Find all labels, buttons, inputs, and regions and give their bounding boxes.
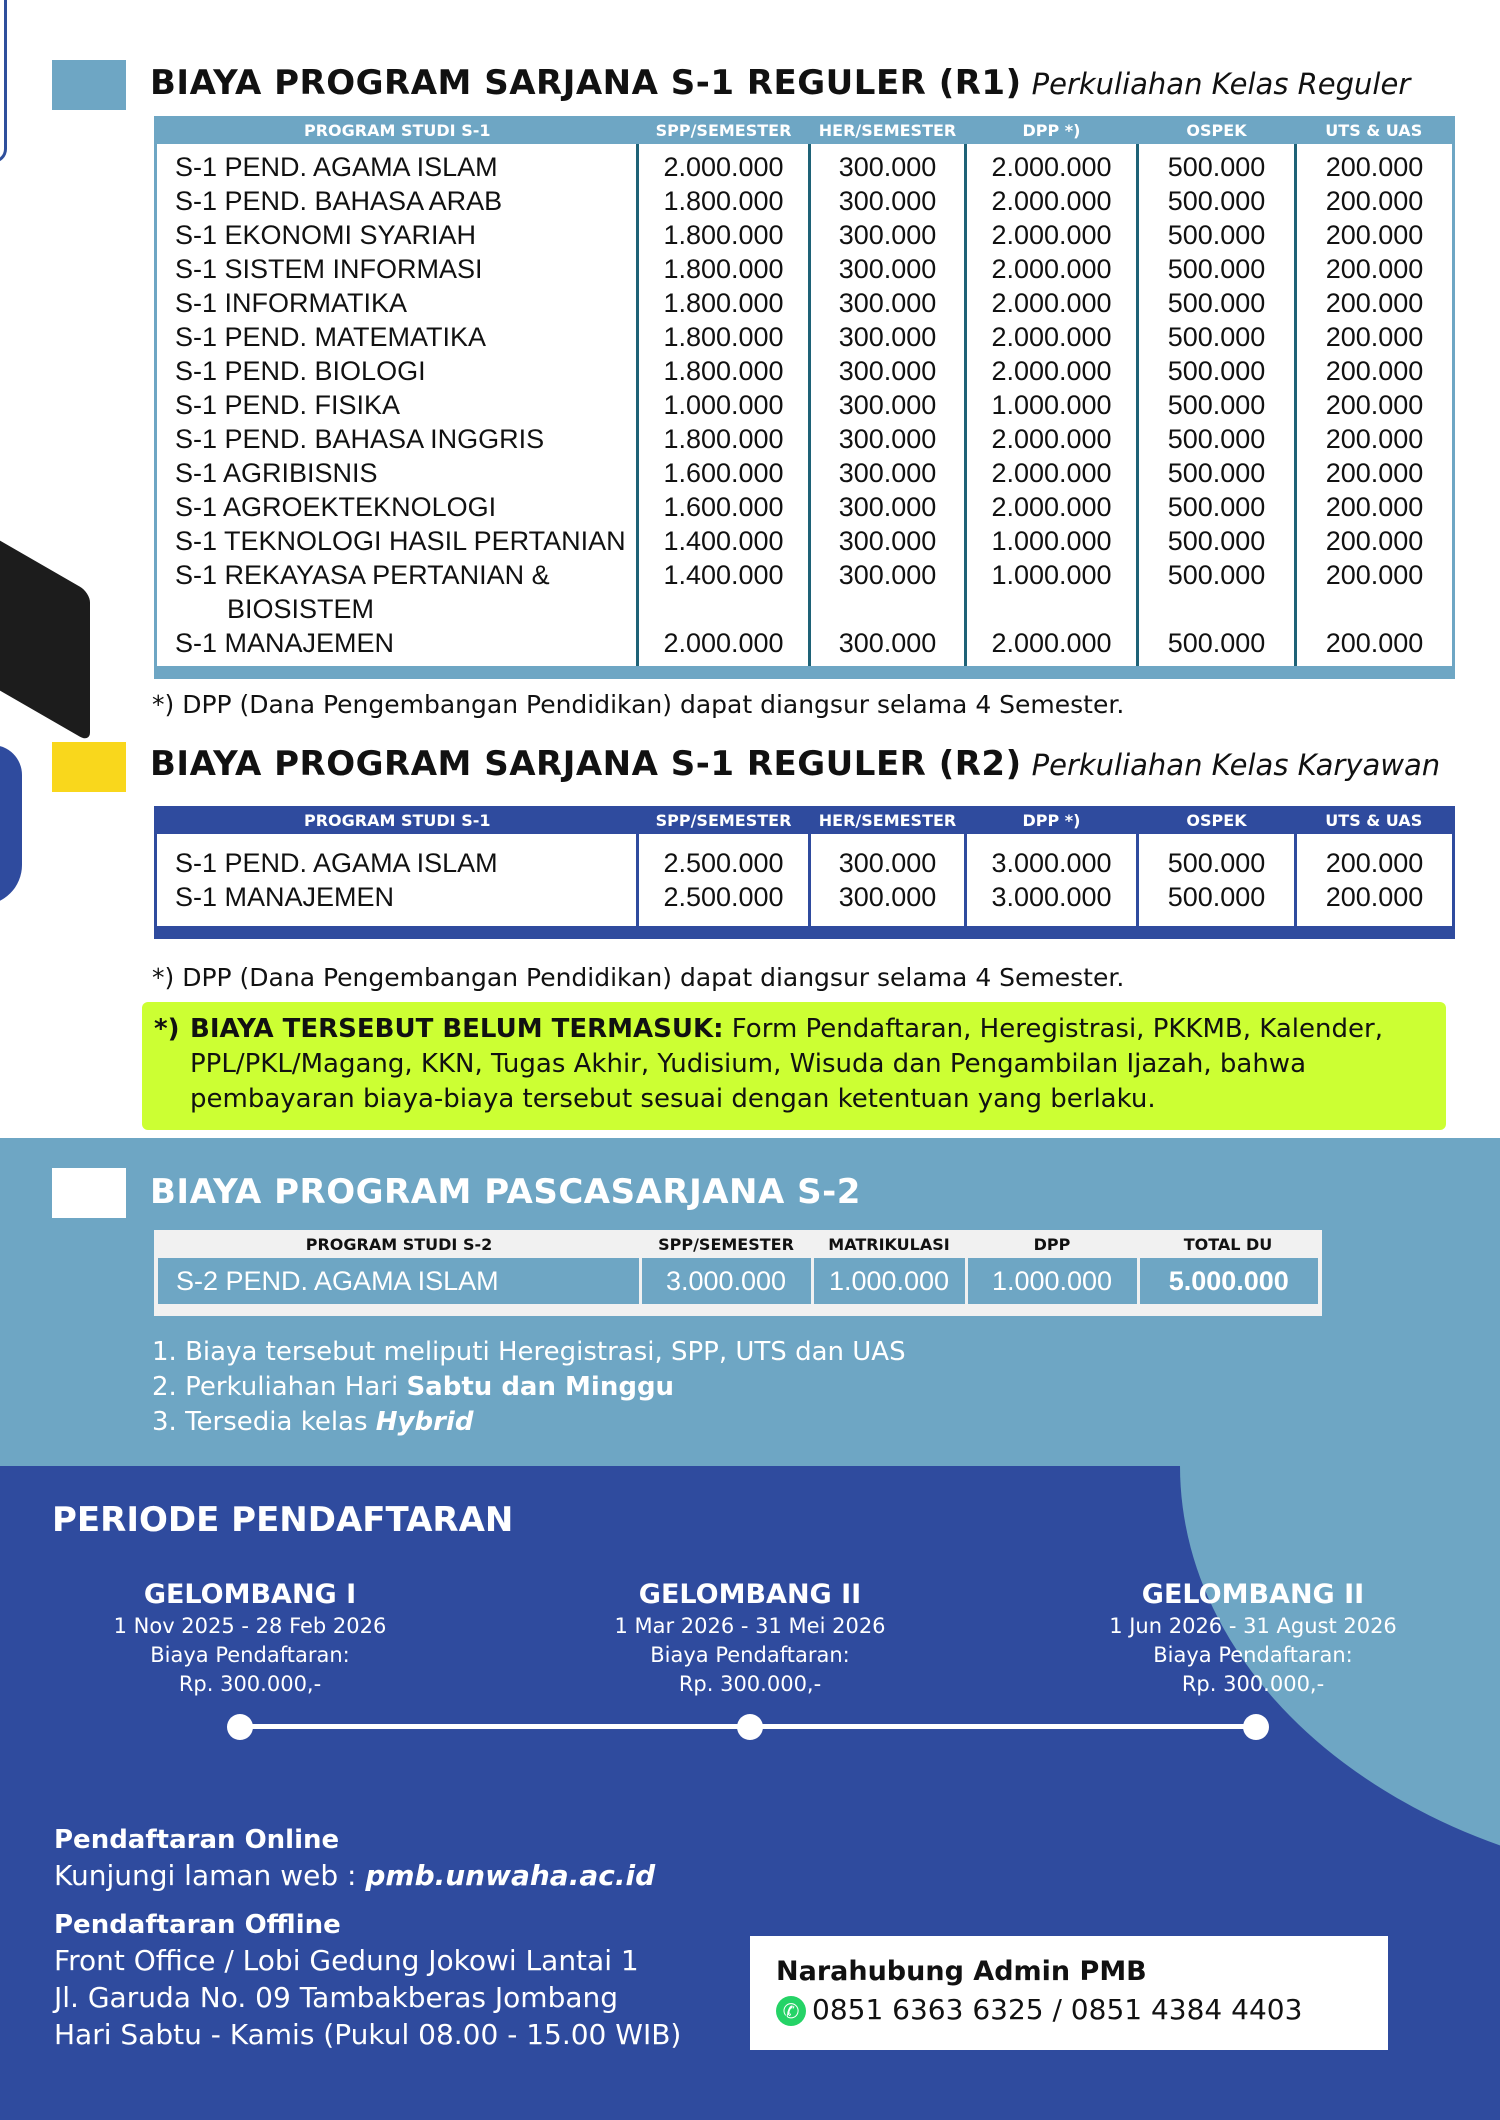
timeline-dot-2 bbox=[737, 1714, 763, 1740]
r2-title: BIAYA PROGRAM SARJANA S-1 REGULER (R2) bbox=[150, 744, 1022, 784]
online-title: Pendaftaran Online bbox=[54, 1825, 340, 1855]
spp-value: 1.800.000 bbox=[638, 184, 810, 218]
s2-note-2-text: 2. Perkuliahan Hari bbox=[152, 1372, 407, 1402]
her-value: 300.000 bbox=[810, 252, 966, 286]
spp-value: 1.800.000 bbox=[638, 354, 810, 388]
table-row bbox=[156, 834, 1454, 880]
her-value: 300.000 bbox=[810, 834, 966, 880]
col-header-uts-uas: UTS & UAS bbox=[1296, 806, 1454, 834]
matrikulasi-value: 1.000.000 bbox=[812, 1258, 966, 1304]
s2-note-2-days: Sabtu dan Minggu bbox=[406, 1372, 675, 1402]
her-value: 300.000 bbox=[810, 490, 966, 524]
program-name bbox=[156, 558, 638, 626]
ospek-value: 500.000 bbox=[1138, 524, 1296, 558]
spp-value: 2.000.000 bbox=[638, 626, 810, 666]
offline-line-2: Jl. Garuda No. 09 Tambakberas Jombang bbox=[54, 1981, 619, 2014]
wave-dates: 1 Nov 2025 - 28 Feb 2026 bbox=[113, 1614, 387, 1638]
uts-uas-value: 200.000 bbox=[1296, 388, 1454, 422]
col-header-program: PROGRAM STUDI S-1 bbox=[156, 116, 638, 144]
table-row bbox=[156, 1258, 1320, 1304]
fee-exclusion-notice bbox=[142, 1002, 1446, 1130]
offline-title: Pendaftaran Offline bbox=[54, 1910, 341, 1940]
ospek-value: 500.000 bbox=[1138, 422, 1296, 456]
ospek-value: 500.000 bbox=[1138, 252, 1296, 286]
uts-uas-value: 200.000 bbox=[1296, 834, 1454, 880]
dpp-value: 2.000.000 bbox=[966, 456, 1138, 490]
uts-uas-value: 200.000 bbox=[1296, 456, 1454, 490]
uts-uas-value: 200.000 bbox=[1296, 354, 1454, 388]
spp-value: 1.400.000 bbox=[638, 558, 810, 626]
whatsapp-icon: ✆ bbox=[776, 1996, 806, 2026]
r1-color-marker bbox=[52, 60, 126, 110]
col-header-spp: SPP/SEMESTER bbox=[638, 116, 810, 144]
ospek-value: 500.000 bbox=[1138, 144, 1296, 184]
dpp-value: 2.000.000 bbox=[966, 286, 1138, 320]
uts-uas-value: 200.000 bbox=[1296, 524, 1454, 558]
table-row bbox=[156, 524, 1454, 558]
table-row bbox=[156, 218, 1454, 252]
table-row bbox=[156, 490, 1454, 524]
col-header-her: HER/SEMESTER bbox=[810, 116, 966, 144]
table-row bbox=[156, 320, 1454, 354]
s2-note-3-text: 3. Tersedia kelas bbox=[152, 1407, 376, 1437]
ospek-value: 500.000 bbox=[1138, 286, 1296, 320]
uts-uas-value: 200.000 bbox=[1296, 286, 1454, 320]
wave-fee-label: Biaya Pendaftaran: bbox=[150, 1643, 350, 1667]
uts-uas-value: 200.000 bbox=[1296, 252, 1454, 286]
ospek-value: 500.000 bbox=[1138, 184, 1296, 218]
r1-heading bbox=[150, 63, 1410, 103]
s2-table-body bbox=[156, 1258, 1320, 1314]
uts-uas-value: 200.000 bbox=[1296, 144, 1454, 184]
r2-table-body bbox=[156, 834, 1454, 938]
dpp-value: 2.000.000 bbox=[966, 184, 1138, 218]
wave-name: GELOMBANG II bbox=[1141, 1579, 1365, 1610]
col-header-ospek: OSPEK bbox=[1138, 806, 1296, 834]
dpp-value: 2.000.000 bbox=[966, 354, 1138, 388]
program-name-line2: BIOSISTEM bbox=[227, 594, 375, 624]
table-row bbox=[156, 880, 1454, 926]
r2-dpp-note: *) DPP (Dana Pengembangan Pendidikan) dapat diangsur selama 4 Semester. bbox=[152, 963, 1125, 992]
wave-fee-label: Biaya Pendaftaran: bbox=[1153, 1643, 1353, 1667]
col-header-matrikulasi: MATRIKULASI bbox=[812, 1230, 966, 1258]
s2-fee-table bbox=[154, 1230, 1322, 1316]
dpp-value: 3.000.000 bbox=[966, 880, 1138, 926]
spp-value: 1.800.000 bbox=[638, 286, 810, 320]
ospek-value: 500.000 bbox=[1138, 354, 1296, 388]
online-registration bbox=[54, 1823, 655, 1894]
program-name: S-1 PEND. AGAMA ISLAM bbox=[175, 848, 498, 878]
table-footer-bar bbox=[156, 666, 1454, 678]
her-value: 300.000 bbox=[810, 456, 966, 490]
col-header-uts-uas: UTS & UAS bbox=[1296, 116, 1454, 144]
table-row bbox=[156, 422, 1454, 456]
spp-value: 1.600.000 bbox=[638, 490, 810, 524]
r1-fee-table bbox=[154, 116, 1455, 679]
col-header-total-du: TOTAL DU bbox=[1138, 1230, 1320, 1258]
laptop-image-fragment bbox=[0, 517, 90, 742]
spp-value: 1.800.000 bbox=[638, 252, 810, 286]
col-header-program: PROGRAM STUDI S-1 bbox=[156, 806, 638, 834]
s2-notes-list bbox=[152, 1335, 906, 1440]
program-name: S-1 TEKNOLOGI HASIL PERTANIAN bbox=[175, 526, 626, 556]
r1-dpp-note: *) DPP (Dana Pengembangan Pendidikan) dapat diangsur selama 4 Semester. bbox=[152, 690, 1125, 719]
r2-subtitle: Perkuliahan Kelas Karyawan bbox=[1031, 748, 1441, 782]
her-value: 300.000 bbox=[810, 144, 966, 184]
uts-uas-value: 200.000 bbox=[1296, 218, 1454, 252]
program-name: S-1 MANAJEMEN bbox=[175, 628, 395, 658]
spp-value: 3.000.000 bbox=[640, 1258, 812, 1304]
dpp-value: 3.000.000 bbox=[966, 834, 1138, 880]
r1-table-header bbox=[156, 116, 1454, 144]
wave-1 bbox=[40, 1578, 460, 1699]
exclusion-title: BIAYA TERSEBUT BELUM TERMASUK: bbox=[190, 1014, 724, 1044]
col-header-spp: SPP/SEMESTER bbox=[640, 1230, 812, 1258]
wave-dates: 1 Mar 2026 - 31 Mei 2026 bbox=[614, 1614, 886, 1638]
program-name: S-1 INFORMATIKA bbox=[175, 288, 408, 318]
program-name: S-1 PEND. AGAMA ISLAM bbox=[175, 152, 498, 182]
spp-value: 1.400.000 bbox=[638, 524, 810, 558]
wave-name: GELOMBANG II bbox=[638, 1579, 862, 1610]
online-prefix: Kunjungi laman web : bbox=[54, 1859, 366, 1892]
dpp-value: 2.000.000 bbox=[966, 144, 1138, 184]
admin-contact-box bbox=[750, 1936, 1388, 2050]
ospek-value: 500.000 bbox=[1138, 558, 1296, 626]
spp-value: 2.500.000 bbox=[638, 834, 810, 880]
col-header-dpp: DPP bbox=[966, 1230, 1138, 1258]
uts-uas-value: 200.000 bbox=[1296, 558, 1454, 626]
s2-note-3 bbox=[152, 1405, 906, 1440]
offline-registration bbox=[54, 1908, 681, 2053]
ospek-value: 500.000 bbox=[1138, 490, 1296, 524]
wave-fee: Rp. 300.000,- bbox=[678, 1672, 822, 1696]
r2-color-marker bbox=[52, 742, 126, 792]
exclusion-asterisk: *) bbox=[154, 1014, 180, 1044]
spp-value: 2.500.000 bbox=[638, 880, 810, 926]
ospek-value: 500.000 bbox=[1138, 626, 1296, 666]
table-row bbox=[156, 558, 1454, 626]
dpp-value: 2.000.000 bbox=[966, 218, 1138, 252]
table-row bbox=[156, 144, 1454, 184]
table-row bbox=[156, 354, 1454, 388]
admin-title: Narahubung Admin PMB bbox=[776, 1956, 1147, 1987]
program-name: S-2 PEND. AGAMA ISLAM bbox=[176, 1266, 499, 1296]
dpp-value: 2.000.000 bbox=[966, 422, 1138, 456]
program-name: S-1 AGROEKTEKNOLOGI bbox=[175, 492, 497, 522]
table-row bbox=[156, 456, 1454, 490]
s2-title: BIAYA PROGRAM PASCASARJANA S-2 bbox=[150, 1172, 861, 1212]
program-name: S-1 PEND. BAHASA INGGRIS bbox=[175, 424, 545, 454]
her-value: 300.000 bbox=[810, 354, 966, 388]
her-value: 300.000 bbox=[810, 524, 966, 558]
her-value: 300.000 bbox=[810, 626, 966, 666]
spp-value: 1.000.000 bbox=[638, 388, 810, 422]
offline-line-3: Hari Sabtu - Kamis (Pukul 08.00 - 15.00 WIB) bbox=[54, 2018, 682, 2051]
wave-fee: Rp. 300.000,- bbox=[1181, 1672, 1325, 1696]
registration-url-link[interactable]: pmb.unwaha.ac.id bbox=[365, 1859, 656, 1892]
program-name: S-1 MANAJEMEN bbox=[175, 882, 395, 912]
ospek-value: 500.000 bbox=[1138, 320, 1296, 354]
r1-table-body bbox=[156, 144, 1454, 678]
spp-value: 1.800.000 bbox=[638, 320, 810, 354]
program-name: S-1 PEND. MATEMATIKA bbox=[175, 322, 487, 352]
wave-dates: 1 Jun 2026 - 31 Agust 2026 bbox=[1109, 1614, 1397, 1638]
table-row bbox=[156, 252, 1454, 286]
col-header-her: HER/SEMESTER bbox=[810, 806, 966, 834]
table-footer-bar bbox=[156, 926, 1454, 938]
program-name: S-1 EKONOMI SYARIAH bbox=[175, 220, 477, 250]
decorative-frame bbox=[0, 0, 7, 163]
r1-title: BIAYA PROGRAM SARJANA S-1 REGULER (R1) bbox=[150, 63, 1022, 103]
col-header-program: PROGRAM STUDI S-2 bbox=[156, 1230, 640, 1258]
uts-uas-value: 200.000 bbox=[1296, 626, 1454, 666]
wave-fee: Rp. 300.000,- bbox=[178, 1672, 322, 1696]
decorative-blue-shape bbox=[0, 745, 22, 905]
col-header-spp: SPP/SEMESTER bbox=[638, 806, 810, 834]
spp-value: 2.000.000 bbox=[638, 144, 810, 184]
table-row bbox=[156, 388, 1454, 422]
wave-2 bbox=[540, 1578, 960, 1699]
her-value: 300.000 bbox=[810, 286, 966, 320]
ospek-value: 500.000 bbox=[1138, 388, 1296, 422]
dpp-value: 2.000.000 bbox=[966, 320, 1138, 354]
program-name: S-1 SISTEM INFORMASI bbox=[175, 254, 483, 284]
ospek-value: 500.000 bbox=[1138, 880, 1296, 926]
s2-table-header bbox=[156, 1230, 1320, 1258]
her-value: 300.000 bbox=[810, 558, 966, 626]
admin-phones bbox=[776, 1991, 1362, 2029]
s2-note-1: 1. Biaya tersebut meliputi Heregistrasi, SPP, UTS dan UAS bbox=[152, 1337, 906, 1367]
uts-uas-value: 200.000 bbox=[1296, 320, 1454, 354]
table-row bbox=[156, 626, 1454, 666]
s2-note-2 bbox=[152, 1370, 906, 1405]
wave-fee-label: Biaya Pendaftaran: bbox=[650, 1643, 850, 1667]
ospek-value: 500.000 bbox=[1138, 834, 1296, 880]
r2-heading bbox=[150, 744, 1440, 784]
dpp-value: 1.000.000 bbox=[966, 1258, 1138, 1304]
wave-3 bbox=[1043, 1578, 1463, 1699]
r2-table-header bbox=[156, 806, 1454, 834]
exclusion-text: Form Pendaftaran, Heregistrasi, PKKMB, Kalender, PPL/PKL/Magang, KKN, Tugas Akhir, Yudisium, Wisuda dan Pengambilan Ijazah, bahwa pembayaran biaya-biaya tersebut sesuai dengan ketentuan yang berlaku. bbox=[190, 1014, 1383, 1114]
her-value: 300.000 bbox=[810, 218, 966, 252]
col-header-dpp: DPP *) bbox=[966, 116, 1138, 144]
uts-uas-value: 200.000 bbox=[1296, 422, 1454, 456]
timeline-dot-1 bbox=[227, 1714, 253, 1740]
dpp-value: 1.000.000 bbox=[966, 524, 1138, 558]
admin-phone-numbers[interactable]: 0851 6363 6325 / 0851 4384 4403 bbox=[812, 1993, 1303, 2026]
her-value: 300.000 bbox=[810, 880, 966, 926]
dpp-value: 1.000.000 bbox=[966, 388, 1138, 422]
col-header-ospek: OSPEK bbox=[1138, 116, 1296, 144]
r1-subtitle: Perkuliahan Kelas Reguler bbox=[1031, 67, 1411, 101]
her-value: 300.000 bbox=[810, 184, 966, 218]
program-name: S-1 PEND. FISIKA bbox=[175, 390, 401, 420]
program-name: S-1 PEND. BAHASA ARAB bbox=[175, 186, 503, 216]
spp-value: 1.800.000 bbox=[638, 422, 810, 456]
ospek-value: 500.000 bbox=[1138, 218, 1296, 252]
total-du-value: 5.000.000 bbox=[1138, 1258, 1320, 1304]
offline-line-1: Front Office / Lobi Gedung Jokowi Lantai 1 bbox=[54, 1944, 639, 1977]
s2-color-marker bbox=[52, 1168, 126, 1218]
periode-title: PERIODE PENDAFTARAN bbox=[52, 1500, 514, 1540]
program-name-line1: S-1 REKAYASA PERTANIAN & bbox=[175, 560, 550, 590]
uts-uas-value: 200.000 bbox=[1296, 184, 1454, 218]
program-name: S-1 PEND. BIOLOGI bbox=[175, 356, 426, 386]
spp-value: 1.600.000 bbox=[638, 456, 810, 490]
ospek-value: 500.000 bbox=[1138, 456, 1296, 490]
uts-uas-value: 200.000 bbox=[1296, 490, 1454, 524]
spp-value: 1.800.000 bbox=[638, 218, 810, 252]
her-value: 300.000 bbox=[810, 422, 966, 456]
col-header-dpp: DPP *) bbox=[966, 806, 1138, 834]
wave-name: GELOMBANG I bbox=[143, 1579, 357, 1610]
s2-note-3-hybrid: Hybrid bbox=[375, 1407, 474, 1437]
dpp-value: 1.000.000 bbox=[966, 558, 1138, 626]
online-line bbox=[54, 1857, 655, 1894]
her-value: 300.000 bbox=[810, 320, 966, 354]
program-name: S-1 AGRIBISNIS bbox=[175, 458, 378, 488]
uts-uas-value: 200.000 bbox=[1296, 880, 1454, 926]
dpp-value: 2.000.000 bbox=[966, 252, 1138, 286]
table-row bbox=[156, 286, 1454, 320]
table-row bbox=[156, 184, 1454, 218]
dpp-value: 2.000.000 bbox=[966, 490, 1138, 524]
r2-fee-table bbox=[154, 806, 1455, 939]
dpp-value: 2.000.000 bbox=[966, 626, 1138, 666]
her-value: 300.000 bbox=[810, 388, 966, 422]
timeline-dot-3 bbox=[1243, 1714, 1269, 1740]
table-footer-bar bbox=[156, 1304, 1320, 1314]
